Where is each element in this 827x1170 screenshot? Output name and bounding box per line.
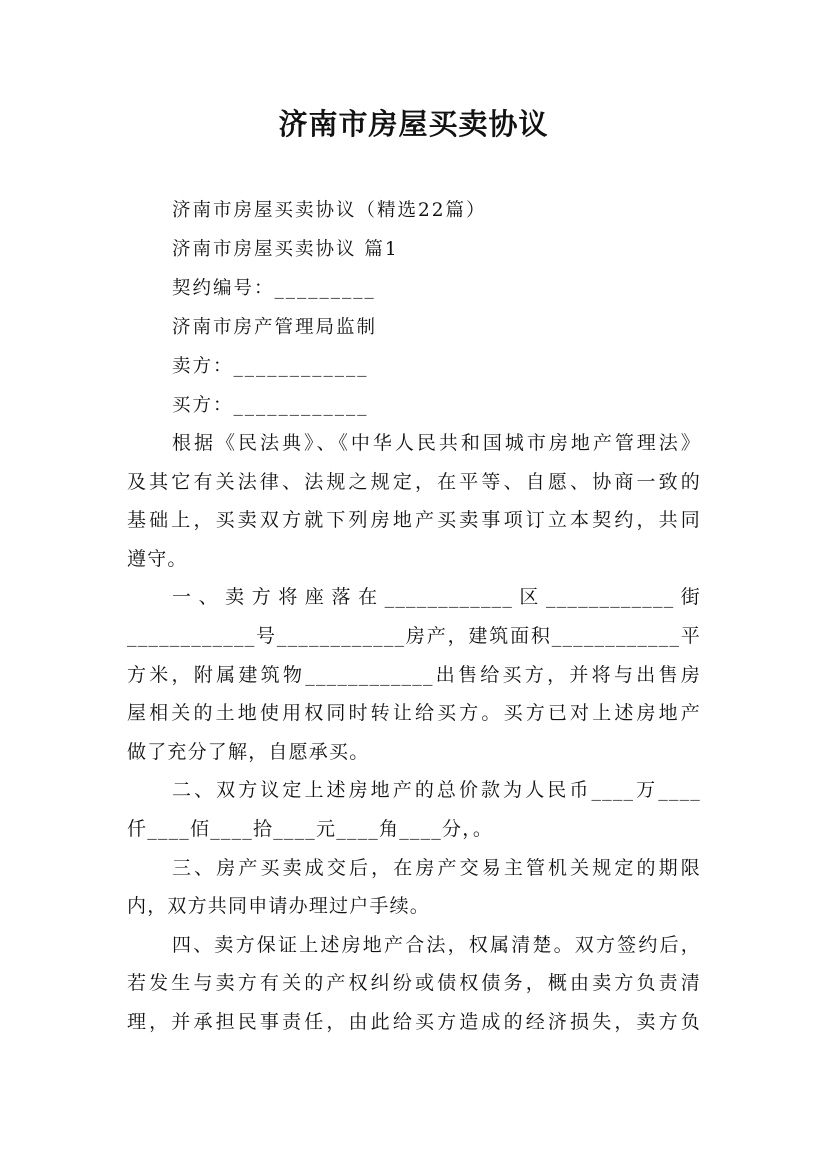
seller-line: 卖方：____________ xyxy=(172,356,369,377)
buyer-line: 买方：____________ xyxy=(172,395,369,416)
clause-four-line: 四、卖方保证上述房地产合法，权属清楚。双方签约后， xyxy=(172,933,701,956)
paragraph-line: 根据《民法典》、《中华人民共和国城市房地产管理法》 xyxy=(172,432,701,454)
paragraph-line: 及其它有关法律、法规之规定，在平等、自愿、协商一致的 xyxy=(127,470,701,493)
clause-four-line: 理，并承担民事责任，由此给买方造成的经济损失，卖方负 xyxy=(127,1010,701,1033)
clause-one-line: 方米，附属建筑物____________出售给买方，并将与出售房 xyxy=(127,663,701,686)
clause-one-line: 屋相关的土地使用权同时转让给买方。买方已对上述房地产 xyxy=(127,702,701,725)
subtitle-selection: 济南市房屋买卖协议（精选22篇） xyxy=(172,200,487,221)
clause-four-line: 若发生与卖方有关的产权纠纷或债权债务，概由卖方负责清 xyxy=(127,972,701,995)
clause-two-line: 仟____佰____拾____元____角____分，。 xyxy=(127,817,494,840)
document-title: 济南市房屋买卖协议 xyxy=(278,107,549,141)
clause-one-line: 一、卖方将座落在____________区____________街 xyxy=(172,586,701,609)
clause-one-line: 做了充分了解，自愿承买。 xyxy=(127,740,370,763)
paragraph-line: 遵守。 xyxy=(127,547,188,570)
clause-two-line: 二、双方议定上述房地产的总价款为人民币____万____ xyxy=(172,779,701,802)
paragraph-line: 基础上，买卖双方就下列房地产买卖事项订立本契约，共同 xyxy=(127,509,701,532)
clause-one-line: ____________号____________房产，建筑面积____________平 xyxy=(127,624,701,647)
section-heading: 济南市房屋买卖协议 篇1 xyxy=(172,239,399,260)
clause-three-line: 内，双方共同申请办理过户手续。 xyxy=(127,895,431,918)
clause-three-line: 三、房产买卖成交后，在房产交易主管机关规定的期限 xyxy=(172,856,701,879)
contract-number: 契约编号：_________ xyxy=(172,278,376,299)
contract-body xyxy=(127,424,701,1042)
issuer-line: 济南市房产管理局监制 xyxy=(172,317,378,338)
